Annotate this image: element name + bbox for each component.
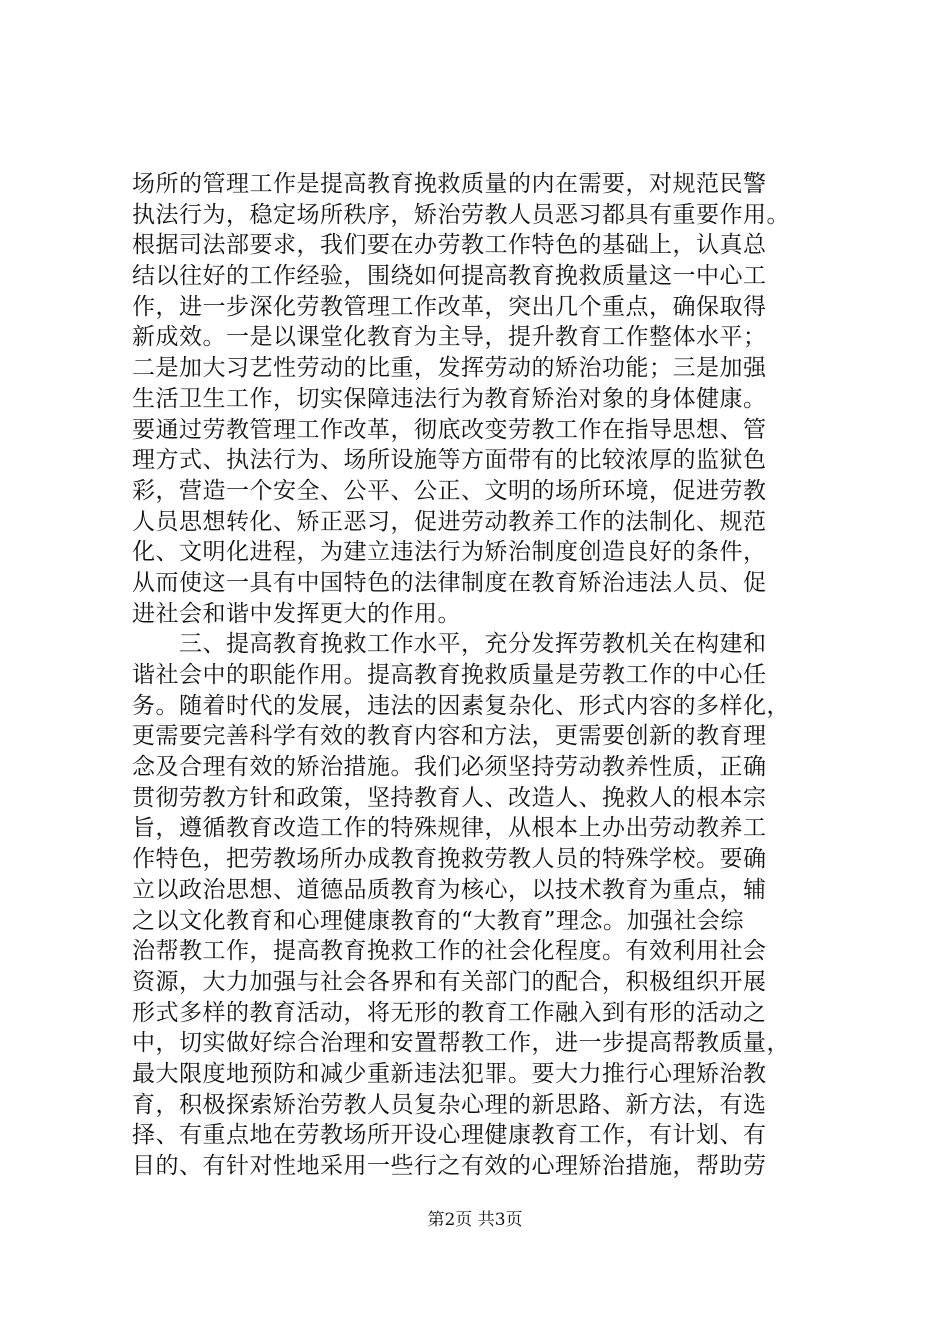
text-line: 之以文化教育和心理健康教育的“大教育”理念。加强社会综: [132, 907, 745, 934]
text-line: 最大限度地预防和减少重新违法犯罪。要大力推行心理矫治教: [132, 1060, 767, 1087]
text-line: 进社会和谐中发挥更大的作用。: [132, 600, 461, 627]
text-line: 从而使这一具有中国特色的法律制度在教育矫治违法人员、促: [132, 569, 767, 596]
text-line: 育，积极探索矫治劳教人员复杂心理的新思路、新方法，有选: [132, 1091, 767, 1118]
text-line: 谐社会中的职能作用。提高教育挽救质量是劳教工作的中心任: [132, 662, 767, 688]
text-line: 资源，大力加强与社会各界和有关部门的配合，积极组织开展: [132, 968, 767, 995]
text-line: 根据司法部要求，我们要在办劳教工作特色的基础上，认真总: [132, 232, 767, 259]
text-line: 立以政治思想、道德品质教育为核心，以技术教育为重点，辅: [132, 876, 767, 903]
text-line: 旨，遵循教育改造工作的特殊规律，从根本上办出劳动教养工: [132, 815, 767, 842]
page-number-footer: 第2页 共3页: [427, 1210, 523, 1230]
text-line: 念及合理有效的矫治措施。我们必须坚持劳动教养性质，正确: [132, 754, 767, 781]
text-line: 更需要完善科学有效的教育内容和方法，更需要创新的教育理: [132, 723, 767, 750]
text-line: 场所的管理工作是提高教育挽救质量的内在需要，对规范民警: [132, 171, 767, 197]
text-line: 彩，营造一个安全、公平、公正、文明的场所环境，促进劳教: [132, 477, 767, 504]
text-line: 要通过劳教管理工作改革，彻底改变劳教工作在指导思想、管: [132, 416, 767, 443]
text-line: 治帮教工作，提高教育挽救工作的社会化程度。有效利用社会: [132, 938, 767, 965]
text-line: 贯彻劳教方针和政策，坚持教育人、改造人、挽救人的根本宗: [132, 784, 767, 811]
body-text: [132, 169, 832, 1182]
text-line: 作，进一步深化劳教管理工作改革，突出几个重点，确保取得: [132, 293, 767, 320]
text-line: 执法行为，稳定场所秩序，矫治劳教人员恶习都具有重要作用。: [132, 201, 790, 228]
text-line: 作特色，把劳教场所办成教育挽救劳教人员的特殊学校。要确: [132, 846, 767, 873]
text-line: 结以往好的工作经验，围绕如何提高教育挽救质量这一中心工: [132, 263, 767, 290]
text-line: 二是加大习艺性劳动的比重，发挥劳动的矫治功能；三是加强: [132, 355, 767, 382]
text-line: 生活卫生工作，切实保障违法行为教育矫治对象的身体健康。: [132, 385, 767, 412]
text-line: 人员思想转化、矫正恶习，促进劳动教养工作的法制化、规范: [132, 508, 767, 535]
text-line: 化、文明化进程，为建立违法行为矫治制度创造良好的条件，: [132, 539, 767, 566]
text-line: 形式多样的教育活动，将无形的教育工作融入到有形的活动之: [132, 999, 767, 1026]
text-line: 中，切实做好综合治理和安置帮教工作，进一步提高帮教质量，: [132, 1030, 790, 1057]
text-line: 新成效。一是以课堂化教育为主导，提升教育工作整体水平；: [132, 324, 767, 351]
text-line: 务。随着时代的发展，违法的因素复杂化、形式内容的多样化，: [132, 692, 790, 719]
text-line: 择、有重点地在劳教场所开设心理健康教育工作，有计划、有: [132, 1122, 767, 1149]
paragraph-start-line: 三、提高教育挽救工作水平，充分发挥劳教机关在构建和: [132, 631, 767, 658]
text-line: 目的、有针对性地采用一些行之有效的心理矫治措施，帮助劳: [132, 1153, 767, 1179]
text-line: 理方式、执法行为、场所设施等方面带有的比较浓厚的监狱色: [132, 447, 767, 474]
